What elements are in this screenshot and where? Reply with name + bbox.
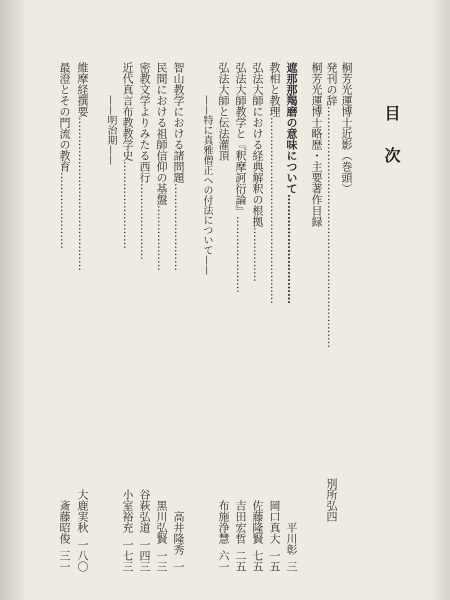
toc-entry-page: 一七三 [121, 539, 134, 572]
toc-entry-title: 民間における祖師信仰の基盤……………… [155, 62, 168, 271]
toc-entry-1 [285, 62, 298, 572]
toc-entry-3 [251, 62, 264, 572]
toc-entry-page: 六一 [217, 550, 230, 572]
toc-entry-title: 智山教学における諸問題…………………… [172, 62, 185, 271]
toc-entry-author: 吉田宏哲 [234, 500, 247, 544]
toc-entry-page: 一 [172, 561, 185, 572]
toc-entry-author: 小室裕充 [121, 489, 134, 533]
toc-entry-author: 別所弘四 [325, 478, 338, 522]
toc-entry-page: 三 [285, 561, 298, 572]
toc-entry-author: 高井隆秀 [172, 511, 185, 555]
toc-entry-2 [268, 62, 281, 572]
toc-entry-title: 弘法大師と伝法灌頂 [217, 62, 230, 161]
toc-entry-8 [138, 62, 151, 572]
page-edge-shadow [430, 0, 450, 600]
toc-entry-author: 岡口真大 [268, 500, 281, 544]
toc-entry-5-subtitle: ——特に真雅僧正への付法について—— [201, 95, 212, 275]
toc-entry-title: 近代真言布教教学史…………………… [121, 62, 134, 249]
toc-entry-title: 教相と教理…………………………………………… [268, 62, 281, 304]
toc-entry-author: 平川彰 [285, 522, 298, 555]
page-gutter-shadow [0, 0, 24, 600]
toc-entry-title: 弘法大師における経典解釈の根拠…………… [251, 62, 264, 282]
toc-entry-preface [325, 62, 338, 522]
toc-entry-5 [217, 62, 230, 572]
page-title: 目次 [382, 105, 401, 189]
toc-entry-title: 密教文学よりみたる西行………………… [138, 62, 151, 260]
toc-entry-title: 発刊の辞………………………………………………………… [325, 62, 338, 348]
toc-entry-author: 大鹿実秋 [76, 489, 89, 533]
toc-entry-biography: 桐芳光運博士略歴・主要著作目録 [310, 62, 323, 227]
toc-entry-author: 布施浄慧 [217, 500, 230, 544]
toc-entry-page: 一四三 [138, 539, 151, 572]
toc-entry-page: 三一 [58, 550, 71, 572]
toc-entry-page: 一三 [155, 550, 168, 572]
toc-entry-title: 遮那那羯磨の意味について………………………… [285, 62, 298, 304]
toc-entry-author: 佐藤隆賢 [251, 500, 264, 544]
toc-entry-6 [172, 62, 185, 572]
toc-entry-author: 谷萩弘道 [138, 489, 151, 533]
toc-entry-11 [58, 62, 71, 572]
toc-entry-9 [121, 62, 134, 572]
toc-entry-title: 最澄とその門流の教育………………… [58, 62, 71, 249]
toc-entry-frontispiece: 桐芳光運博士近影（巻頭） [340, 62, 353, 194]
toc-entry-page: 七五 [251, 550, 264, 572]
toc-entry-page: 二五 [234, 550, 247, 572]
toc-entry-title: 維摩経撰要…………………………………… [76, 62, 89, 271]
toc-entry-9-subtitle: ——明治期—— [105, 95, 116, 165]
toc-entry-page: 一八〇 [76, 539, 89, 572]
toc-entry-4 [234, 62, 247, 572]
toc-entry-author: 黒川弘賢 [155, 500, 168, 544]
toc-entry-title: 弘法大師教学と『釈摩訶衍論』………………… [234, 62, 247, 293]
toc-entry-page: 一五 [268, 550, 281, 572]
toc-entry-7 [155, 62, 168, 572]
toc-entry-author: 斎藤昭俊 [58, 500, 71, 544]
toc-entry-10 [76, 62, 89, 572]
